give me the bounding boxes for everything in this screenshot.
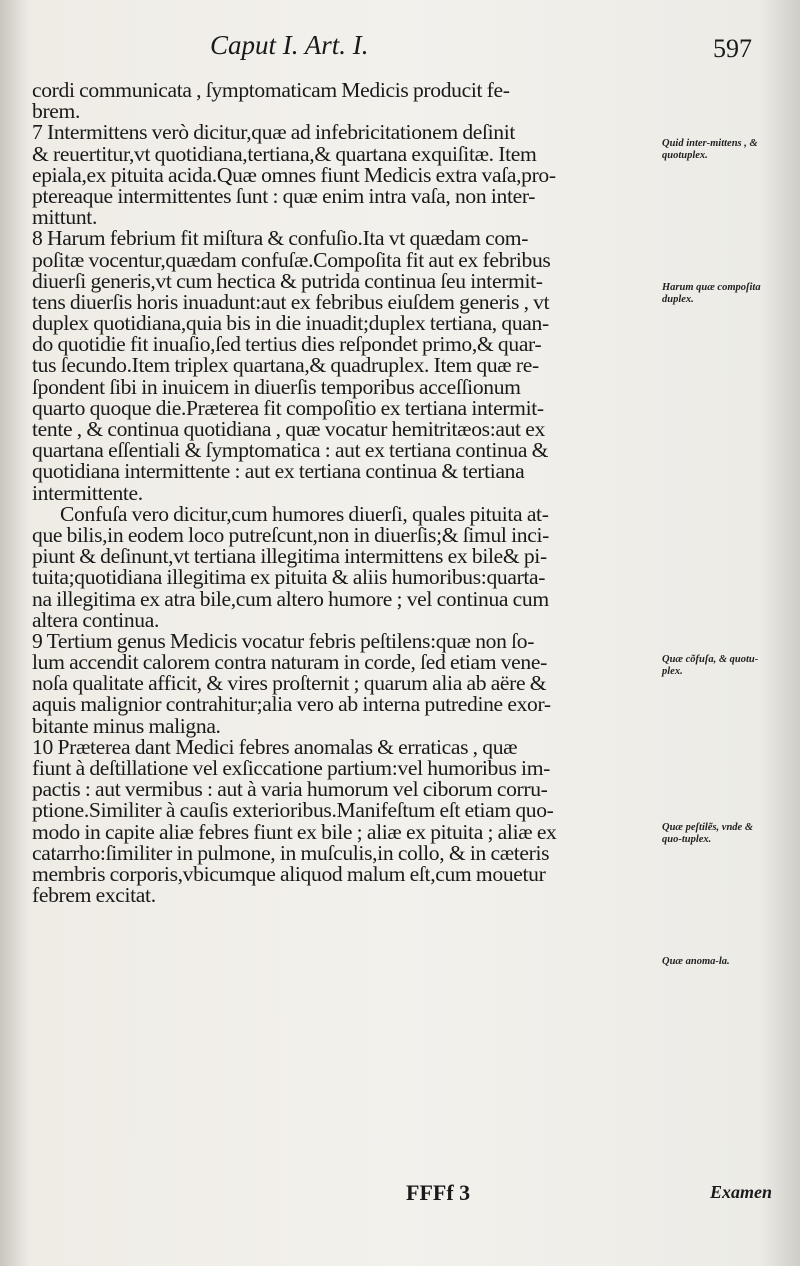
text-line: na illegitima ex atra bile,cum altero humore ; vel continua cum: [32, 586, 549, 611]
catchword: Examen: [709, 1182, 772, 1202]
text-line: quarto quoque die.Præterea fit compoſitio ex tertiana intermit-: [32, 395, 544, 420]
text-line: piunt & deſinunt,vt tertiana illegitima intermittens ex bile& pi-: [32, 544, 547, 569]
text-line: 7 Intermittens verò dicitur,quæ ad infebricitationem deſinit: [32, 120, 516, 145]
margin-note-intermittens: Quid inter-mittens , & quotuplex.: [662, 138, 758, 161]
text-line: epiala,ex pituita acida.Quæ omnes fiunt Medicis extra vaſa,pro-: [32, 162, 556, 187]
text-line: ptereaque intermittentes ſunt : quæ enim intra vaſa, non inter-: [32, 183, 536, 208]
text-line: tus ſecundo.Item triplex quartana,& quadruplex. Item quæ re-: [32, 353, 539, 378]
page-header: [30, 30, 770, 70]
text-line: tens diuerſis horis inuadunt:aut ex febribus eiuſdem generis , vt: [32, 289, 550, 314]
page-footer: [32, 1180, 772, 1214]
text-line: fiunt à deſtillatione vel exſiccatione partium:vel humoribus im-: [32, 756, 550, 780]
text-line: noſa qualitate afficit, & vires proſternit ; quarum alia ab aëre &: [32, 671, 547, 696]
text-line: ptione.Similiter à cauſis exterioribus.Manifeſtum eſt etiam quo-: [32, 798, 554, 823]
text-line: bitante minus maligna.: [32, 713, 221, 738]
text-line: & reuertitur,vt quotidiana,tertiana,& quartana exquiſitæ. Item: [32, 141, 537, 166]
text-line: febrem excitat.: [32, 883, 156, 908]
text-line: brem.: [32, 99, 81, 124]
text-line: do quotidie fit inuaſio,ſed tertius dies reſpondet primo,& quar-: [32, 332, 542, 357]
text-line: altera continua.: [32, 607, 159, 632]
text-line: poſitæ vocentur,quædam confuſæ.Compoſita fit aut ex febribus: [32, 247, 551, 272]
signature-mark: FFFf 3: [406, 1180, 471, 1205]
text-line: duplex quotidiana,quia bis in die inuadit;duplex tertiana, quan-: [32, 311, 549, 336]
page-number: 597: [713, 34, 752, 63]
body-text: [32, 80, 662, 906]
margin-note-anomala: Quæ anoma-la.: [662, 956, 730, 967]
running-title: Caput I. Art. I.: [210, 30, 369, 60]
text-line: 9 Tertium genus Medicis vocatur febris peſtilens:quæ non ſo-: [32, 628, 535, 653]
text-line: Confuſa vero dicitur,cum humores diuerſi, quales pituita at-: [60, 501, 549, 526]
text-line: mittunt.: [32, 205, 97, 230]
margin-note-composita: Harum quæ compoſita duplex.: [662, 282, 761, 305]
margin-note-confusa: Quæ cõfuſa, & quotu-plex.: [662, 654, 759, 677]
text-line: diuerſi generis,vt cum hectica & putrida continua ſeu intermit-: [32, 268, 543, 293]
text-line: quotidiana intermittente : aut ex tertiana continua & tertiana: [32, 459, 525, 484]
text-line: modo in capite aliæ febres fiunt ex bile ; aliæ ex pituita ; aliæ ex: [32, 819, 557, 844]
text-line: ſpondent ſibi in inuicem in diuerſis temporibus acceſſionum: [32, 374, 521, 399]
text-line: quartana eſſentiali & ſymptomatica : aut ex tertiana continua &: [32, 438, 549, 463]
margin-note-pestilens: Quæ peſtilẽs, vnde & quo-tuplex.: [662, 822, 753, 845]
text-line: catarrho:ſimiliter in pulmone, in muſculis,in collo, & in cæteris: [32, 840, 550, 865]
text-line: membris corporis,vbicumque aliquod malum eſt,cum mouetur: [32, 861, 546, 886]
text-line: pactis : aut vermibus : aut à varia humorum vel ciborum corru-: [32, 777, 548, 802]
text-line: 10 Præterea dant Medici febres anomalas & erraticas , quæ: [32, 734, 518, 759]
text-line: tuita;quotidiana illegitima ex pituita & aliis humoribus:quarta-: [32, 565, 546, 590]
text-line: lum accendit calorem contra naturam in corde, ſed etiam vene-: [32, 650, 547, 675]
text-line: 8 Harum febrium fit miſtura & confuſio.Ita vt quædam com-: [32, 226, 529, 251]
text-line: tente , & continua quotidiana , quæ vocatur hemitritæos:aut ex: [32, 417, 545, 441]
text-line: intermittente.: [32, 480, 143, 505]
text-line: que bilis,in eodem loco putreſcunt,non in diuerſis;& ſimul inci-: [32, 522, 549, 547]
text-line: cordi communicata , ſymptomaticam Medicis producit fe-: [32, 78, 510, 102]
text-line: aquis malignior contrahitur;alia vero ab interna putredine exor-: [32, 692, 551, 717]
